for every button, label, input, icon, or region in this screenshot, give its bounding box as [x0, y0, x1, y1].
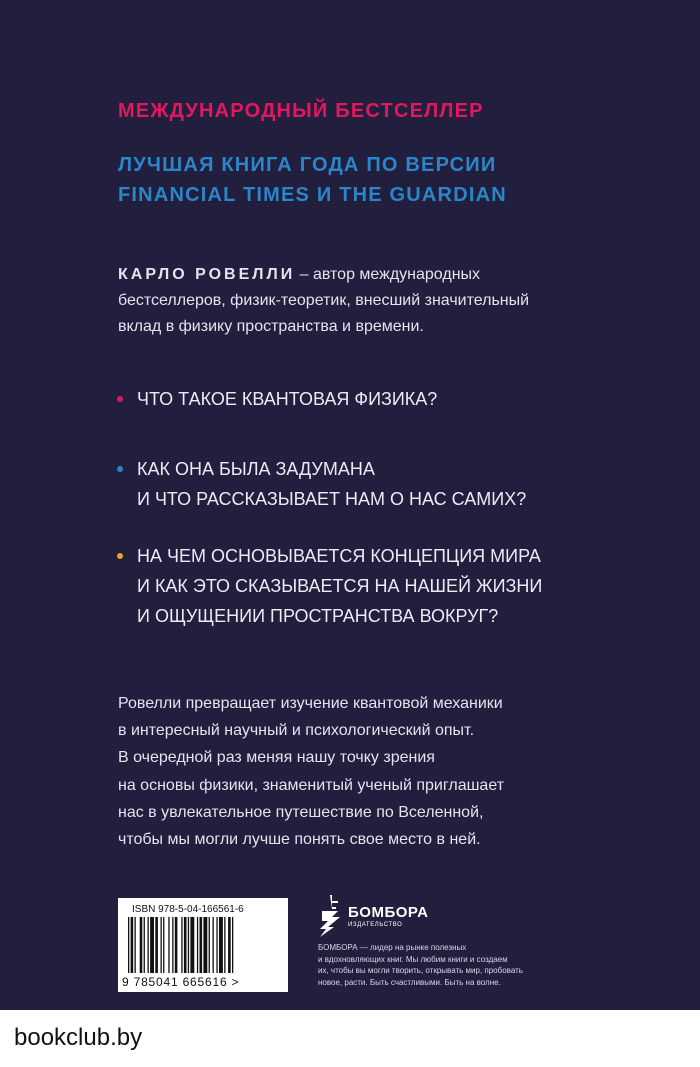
isbn-label: ISBN 978-5-04-166561-6 [132, 904, 244, 915]
bestseller-headline: МЕЖДУНАРОДНЫЙ БЕСТСЕЛЛЕР [118, 100, 484, 122]
question-2-line-1: КАК ОНА БЫЛА ЗАДУМАНА [137, 459, 375, 479]
question-2-line-2: И ЧТО РАССКАЗЫВАЕТ НАМ О НАС САМИХ? [137, 489, 527, 509]
barcode-bars-icon [126, 917, 280, 973]
publisher-desc-line: их, чтобы вы могли творить, открывать мир, пробовать [318, 966, 523, 975]
description-line: нас в увлекательное путешествие по Вселенной, [118, 803, 484, 821]
bullet-dot-icon [117, 466, 123, 472]
bullet-dot-icon [117, 553, 123, 559]
bombora-logo-icon [318, 895, 346, 937]
publisher-desc-line: БОМБОРА — лидер на рынке полезных [318, 943, 467, 952]
question-3-line-3: И ОЩУЩЕНИИ ПРОСТРАНСТВА ВОКРУГ? [137, 606, 499, 626]
description-line: на основы физики, знаменитый ученый приглашает [118, 776, 505, 794]
best-book-headline [118, 150, 507, 210]
author-bio [118, 262, 588, 340]
author-bio-text-1: – автор международных [295, 266, 481, 283]
description-line: В очередной раз меняя нашу точку зрения [118, 749, 435, 767]
book-description [118, 690, 588, 853]
isbn-barcode [118, 898, 288, 992]
description-line: чтобы мы могли лучше понять свое место в ней. [118, 831, 481, 849]
best-book-line-2: FINANCIAL TIMES И THE GUARDIAN [118, 184, 507, 206]
question-1-line-1: ЧТО ТАКОЕ КВАНТОВАЯ ФИЗИКА? [137, 389, 438, 409]
publisher-description [318, 942, 558, 988]
best-book-line-1: ЛУЧШАЯ КНИГА ГОДА ПО ВЕРСИИ [118, 154, 497, 176]
publisher-desc-line: и вдохновляющих книг. Мы любим книги и создаем [318, 954, 508, 964]
description-line: в интересный научный и психологический опыт. [118, 722, 475, 740]
description-line: Ровелли превращает изучение квантовой механики [118, 695, 503, 712]
question-3-line-2: И КАК ЭТО СКАЗЫВАЕТСЯ НА НАШЕЙ ЖИЗНИ [137, 576, 543, 596]
author-name: КАРЛО РОВЕЛЛИ [118, 266, 296, 283]
publisher-name: БОМБОРА [348, 904, 429, 921]
publisher-subtitle: ИЗДАТЕЛЬСТВО [348, 922, 403, 928]
author-bio-line-1 [118, 262, 588, 288]
author-bio-line-3: вклад в физику пространства и времени. [118, 318, 424, 335]
question-3-line-1: НА ЧЕМ ОСНОВЫВАЕТСЯ КОНЦЕПЦИЯ МИРА [137, 546, 541, 566]
bullet-dot-icon [117, 396, 123, 402]
site-watermark: bookclub.by [14, 1024, 143, 1051]
barcode-digits: 9 785041 665616 > [122, 975, 240, 989]
author-bio-line-2: бестселлеров, физик-теоретик, внесший значительный [118, 292, 530, 309]
publisher-desc-line: новое, расти. Быть счастливыми. Быть на волне. [318, 977, 501, 987]
